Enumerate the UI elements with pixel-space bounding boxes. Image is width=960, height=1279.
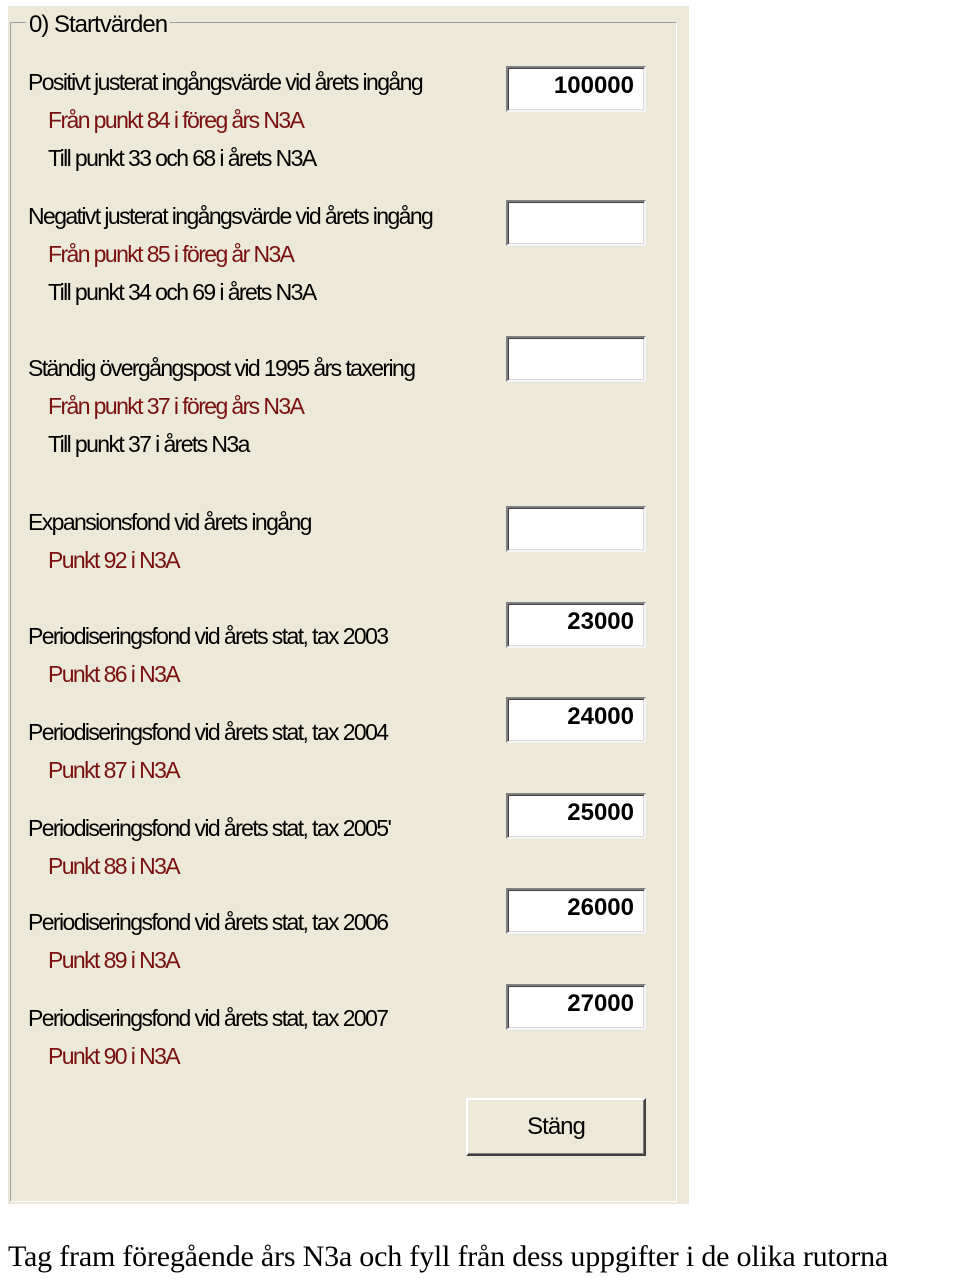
accrual-fund-2006-label: Periodiseringsfond vid årets stat, tax 2006 bbox=[28, 909, 388, 935]
group-title: 0) Startvärden bbox=[26, 12, 170, 38]
transition-post-label: Ständig övergångspost vid 1995 års taxering bbox=[28, 355, 415, 381]
negative-value-input[interactable] bbox=[506, 200, 646, 246]
accrual-fund-2004-source: Punkt 87 i N3A bbox=[48, 757, 180, 783]
accrual-fund-2005-label: Periodiseringsfond vid årets stat, tax 2005' bbox=[28, 815, 391, 841]
transition-post-target: Till punkt 37 i årets N3a bbox=[48, 431, 249, 457]
accrual-fund-2007-source: Punkt 90 i N3A bbox=[48, 1043, 180, 1069]
accrual-fund-2006-source: Punkt 89 i N3A bbox=[48, 947, 180, 973]
negative-value-label: Negativt justerat ingångsvärde vid årets ingång bbox=[28, 203, 433, 229]
positive-value-source: Från punkt 84 i föreg års N3A bbox=[48, 107, 304, 133]
positive-value-input[interactable] bbox=[506, 66, 646, 112]
accrual-fund-2003-input[interactable] bbox=[506, 602, 646, 648]
accrual-fund-2004-input[interactable] bbox=[506, 697, 646, 743]
accrual-fund-2004-label: Periodiseringsfond vid årets stat, tax 2004 bbox=[28, 719, 388, 745]
negative-value-target: Till punkt 34 och 69 i årets N3A bbox=[48, 279, 316, 305]
accrual-fund-2003-source: Punkt 86 i N3A bbox=[48, 661, 180, 687]
expansion-fund-label: Expansionsfond vid årets ingång bbox=[28, 509, 311, 535]
close-button[interactable]: Stäng bbox=[466, 1098, 646, 1156]
positive-value-label: Positivt justerat ingångsvärde vid årets ingång bbox=[28, 69, 423, 95]
instruction-caption: Tag fram föregående års N3a och fyll från dess uppgifter i de olika rutorna bbox=[8, 1240, 889, 1273]
transition-post-input[interactable] bbox=[506, 336, 646, 382]
expansion-fund-input[interactable] bbox=[506, 506, 646, 552]
accrual-fund-2003-label: Periodiseringsfond vid årets stat, tax 2003 bbox=[28, 623, 388, 649]
accrual-fund-2007-label: Periodiseringsfond vid årets stat, tax 2007 bbox=[28, 1005, 388, 1031]
accrual-fund-2007-input[interactable] bbox=[506, 984, 646, 1030]
accrual-fund-2005-input[interactable] bbox=[506, 793, 646, 839]
negative-value-source: Från punkt 85 i föreg år N3A bbox=[48, 241, 294, 267]
expansion-fund-source: Punkt 92 i N3A bbox=[48, 547, 180, 573]
accrual-fund-2006-input[interactable] bbox=[506, 888, 646, 934]
accrual-fund-2005-source: Punkt 88 i N3A bbox=[48, 853, 180, 879]
transition-post-source: Från punkt 37 i föreg års N3A bbox=[48, 393, 304, 419]
positive-value-target: Till punkt 33 och 68 i årets N3A bbox=[48, 145, 316, 171]
start-values-panel bbox=[8, 6, 689, 1204]
